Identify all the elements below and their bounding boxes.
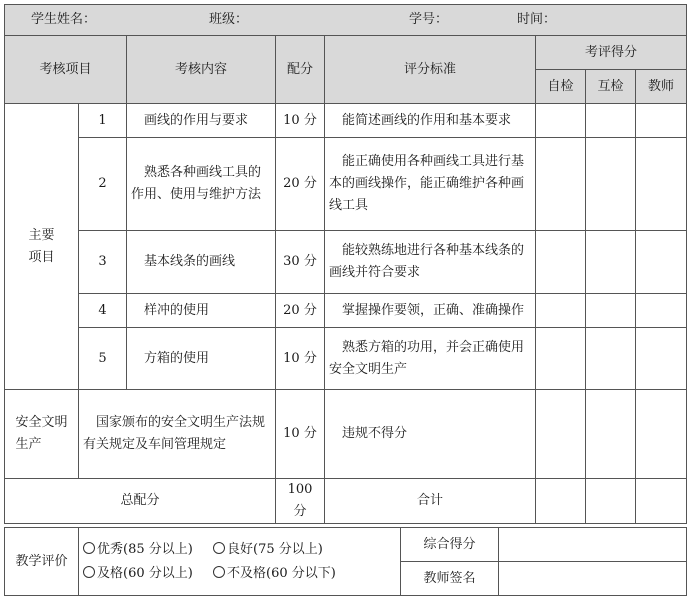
row-criteria: 掌握操作要领，正确、准确操作 <box>325 294 536 328</box>
evaluation-row <box>5 528 687 562</box>
info-bar <box>5 5 687 36</box>
total-row <box>5 479 687 524</box>
radio-circle-icon[interactable] <box>213 542 225 554</box>
option-excellent[interactable]: 优秀(85 分以上) <box>83 538 213 562</box>
row-number: 3 <box>79 231 127 294</box>
row-score: 30 分 <box>276 231 325 294</box>
teacher-total-cell[interactable] <box>636 479 687 524</box>
row-criteria: 能较熟练地进行各种基本线条的画线并符合要求 <box>325 231 536 294</box>
row-score: 20 分 <box>276 294 325 328</box>
mutual-score-cell[interactable] <box>586 231 636 294</box>
col-header-criteria: 评分标准 <box>325 36 536 104</box>
safety-row <box>5 390 687 479</box>
safety-score: 10 分 <box>276 390 325 479</box>
option-pass[interactable]: 及格(60 分以上) <box>83 562 213 586</box>
col-header-teacher: 教师 <box>636 70 687 104</box>
row-number: 1 <box>79 104 127 138</box>
row-criteria: 能简述画线的作用和基本要求 <box>325 104 536 138</box>
teacher-score-cell[interactable] <box>636 138 687 231</box>
mutual-score-cell[interactable] <box>586 294 636 328</box>
col-header-self: 自检 <box>536 70 586 104</box>
option-good[interactable]: 良好(75 分以上) <box>213 538 343 562</box>
total-score: 100 分 <box>276 479 325 524</box>
time-label: 时间： <box>517 12 557 27</box>
sum-label: 合计 <box>325 479 536 524</box>
col-header-content: 考核内容 <box>127 36 276 104</box>
radio-circle-icon[interactable] <box>83 542 95 554</box>
table-row <box>5 138 687 231</box>
row-content: 熟悉各种画线工具的作用、使用与维护方法 <box>127 138 276 231</box>
self-score-cell[interactable] <box>536 294 586 328</box>
teacher-score-cell[interactable] <box>636 104 687 138</box>
table-row <box>5 328 687 390</box>
table-row <box>5 104 687 138</box>
self-score-cell[interactable] <box>536 138 586 231</box>
table-row <box>5 294 687 328</box>
row-score: 10 分 <box>276 328 325 390</box>
evaluation-table <box>4 527 687 596</box>
class-label: 班级： <box>209 12 249 27</box>
row-score: 20 分 <box>276 138 325 231</box>
row-content: 画线的作用与要求 <box>127 104 276 138</box>
evaluation-label: 教学评价 <box>5 528 79 596</box>
mutual-score-cell[interactable] <box>586 138 636 231</box>
mutual-score-cell[interactable] <box>586 328 636 390</box>
row-content: 基本线条的画线 <box>127 231 276 294</box>
safety-content: 国家颁布的安全文明生产法规有关规定及车间管理规定 <box>79 390 276 479</box>
row-number: 2 <box>79 138 127 231</box>
row-score: 10 分 <box>276 104 325 138</box>
self-score-cell[interactable] <box>536 104 586 138</box>
radio-circle-icon[interactable] <box>213 566 225 578</box>
self-score-cell[interactable] <box>536 231 586 294</box>
row-content: 样冲的使用 <box>127 294 276 328</box>
teacher-signature-label: 教师签名 <box>401 562 499 596</box>
table-row <box>5 231 687 294</box>
self-score-cell[interactable] <box>536 328 586 390</box>
col-header-eval-group: 考评得分 <box>536 36 687 70</box>
main-group-label: 主要项目 <box>5 104 79 390</box>
teacher-signature-cell[interactable] <box>499 562 687 596</box>
col-header-score: 配分 <box>276 36 325 104</box>
mutual-score-cell[interactable] <box>586 390 636 479</box>
composite-score-label: 综合得分 <box>401 528 499 562</box>
self-score-cell[interactable] <box>536 390 586 479</box>
student-name-label: 学生姓名： <box>31 12 97 27</box>
teacher-score-cell[interactable] <box>636 231 687 294</box>
teacher-score-cell[interactable] <box>636 390 687 479</box>
total-label: 总配分 <box>5 479 276 524</box>
assessment-table <box>4 4 687 524</box>
row-number: 4 <box>79 294 127 328</box>
row-criteria: 能正确使用各种画线工具进行基本的画线操作，能正确维护各种画线工具 <box>325 138 536 231</box>
option-fail[interactable]: 不及格(60 分以下) <box>213 562 343 586</box>
row-number: 5 <box>79 328 127 390</box>
evaluation-options <box>79 528 401 596</box>
assessment-form <box>4 4 686 596</box>
student-id-label: 学号： <box>409 12 449 27</box>
mutual-total-cell[interactable] <box>586 479 636 524</box>
self-total-cell[interactable] <box>536 479 586 524</box>
safety-label: 安全文明生产 <box>5 390 79 479</box>
mutual-score-cell[interactable] <box>586 104 636 138</box>
radio-circle-icon[interactable] <box>83 566 95 578</box>
safety-criteria: 违规不得分 <box>325 390 536 479</box>
col-header-item: 考核项目 <box>5 36 127 104</box>
teacher-score-cell[interactable] <box>636 294 687 328</box>
teacher-score-cell[interactable] <box>636 328 687 390</box>
composite-score-cell[interactable] <box>499 528 687 562</box>
row-content: 方箱的使用 <box>127 328 276 390</box>
col-header-mutual: 互检 <box>586 70 636 104</box>
row-criteria: 熟悉方箱的功用，并会正确使用安全文明生产 <box>325 328 536 390</box>
